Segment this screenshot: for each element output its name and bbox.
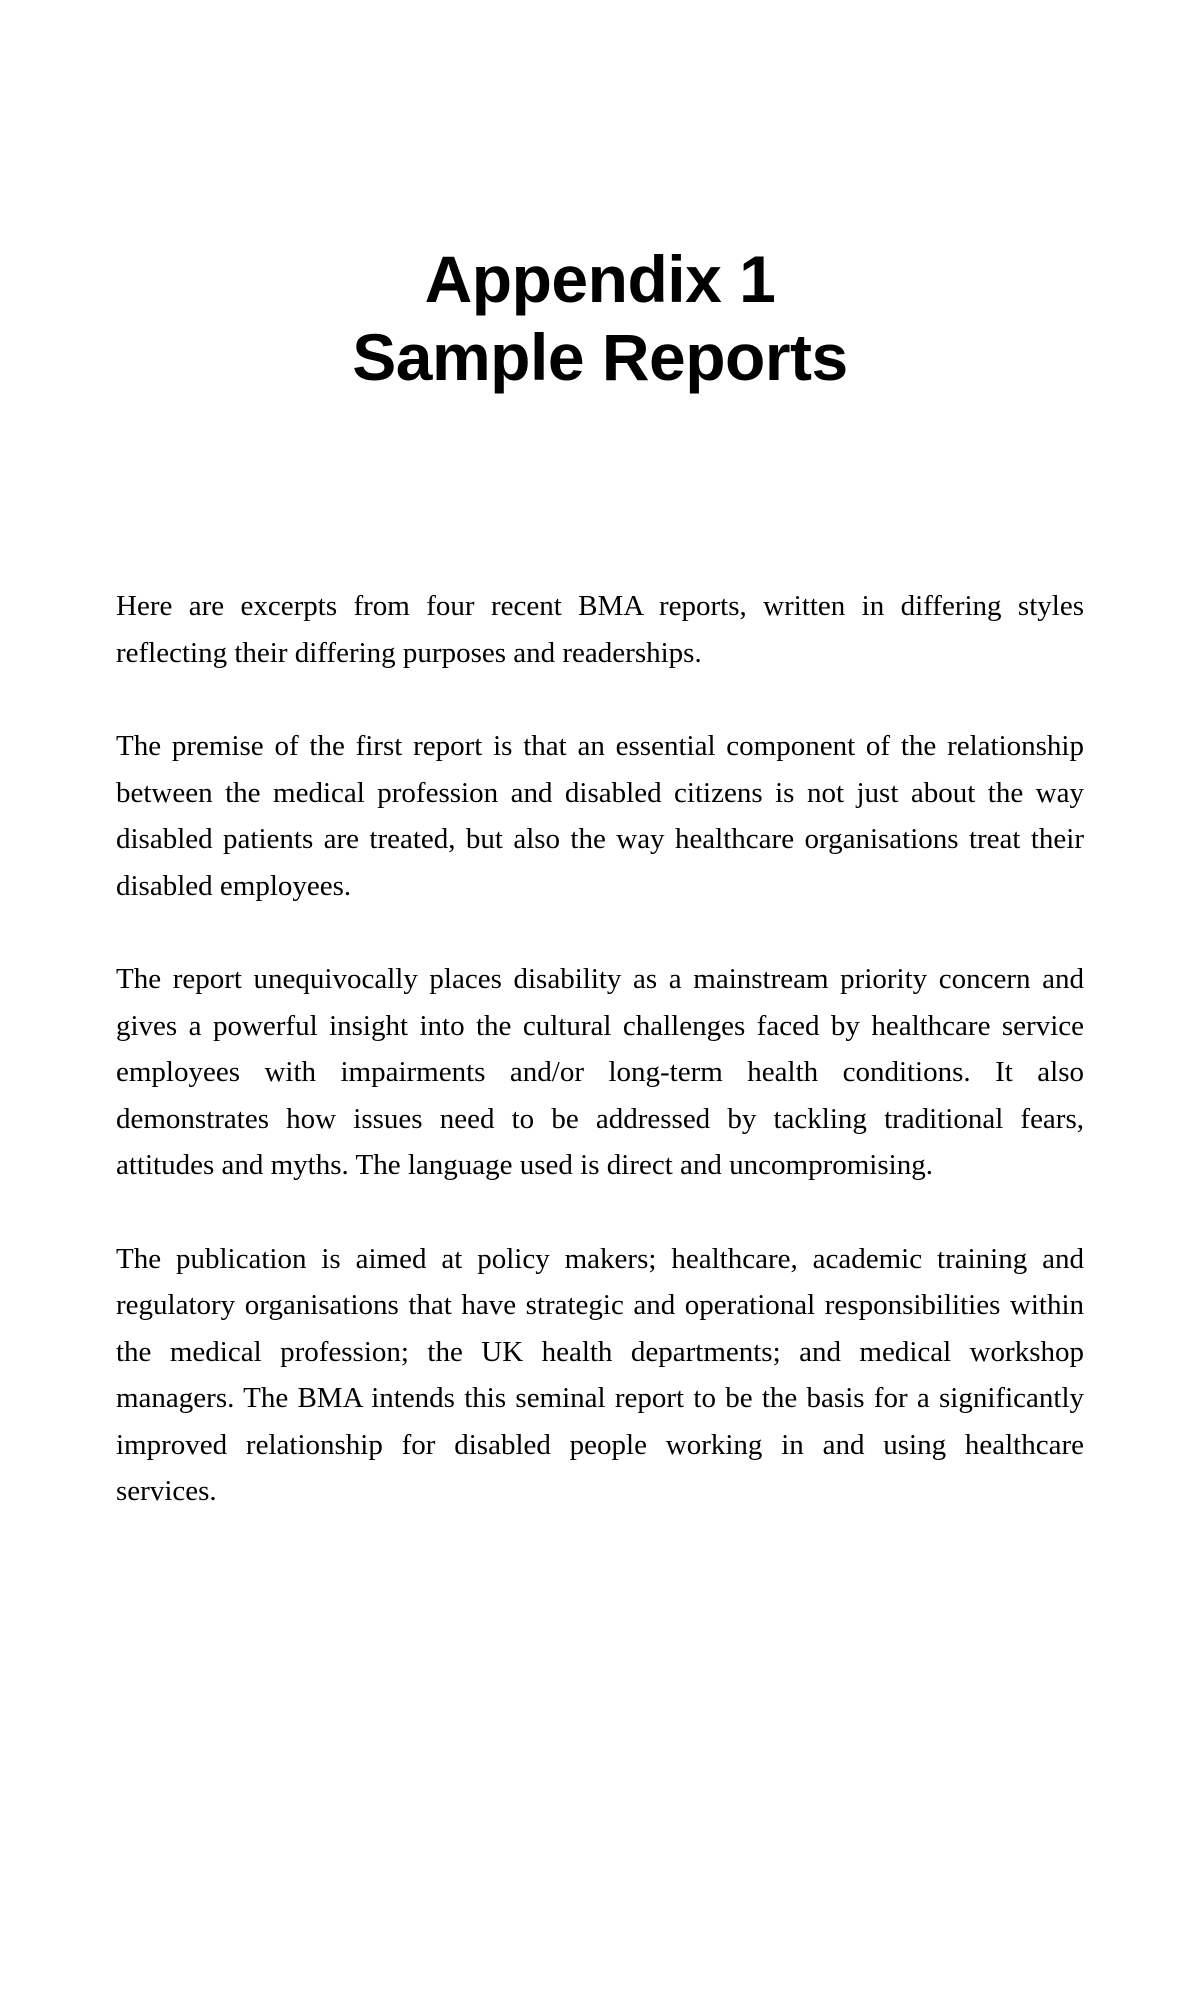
paragraph-audience: The publication is aimed at policy makers; healthcare, academic training and regulatory organisations that have strategic and operational responsibilities within the medical profession; the UK health departments; and medical workshop managers. The BMA intends this seminal report to be the basis for a significantly improved relationship for disabled people working in and using healthcare services. [116,1242,1084,1507]
title-line-appendix: Appendix 1 [424,242,776,316]
title-line-sample-reports: Sample Reports [352,320,848,394]
page-title [0,240,1200,396]
body-text [116,583,1084,1562]
paragraph-intro: Here are excerpts from four recent BMA reports, written in differing styles reflecting their differing purposes and readerships. [116,590,1084,669]
paragraph-premise: The premise of the first report is that an essential component of the relationship between the medical profession and disabled citizens is not just about the way disabled patients are treated, but also the way healthcare organisations treat their disabled employees. [116,730,1084,902]
paragraph-disability-priority: The report unequivocally places disability as a mainstream priority concern and gives a powerful insight into the cultural challenges faced by healthcare service employees with impairments and/or long-term health conditions. It also demonstrates how issues need to be addressed by tackling traditional fears, attitudes and myths. The language used is direct and uncompromising. [116,963,1084,1181]
